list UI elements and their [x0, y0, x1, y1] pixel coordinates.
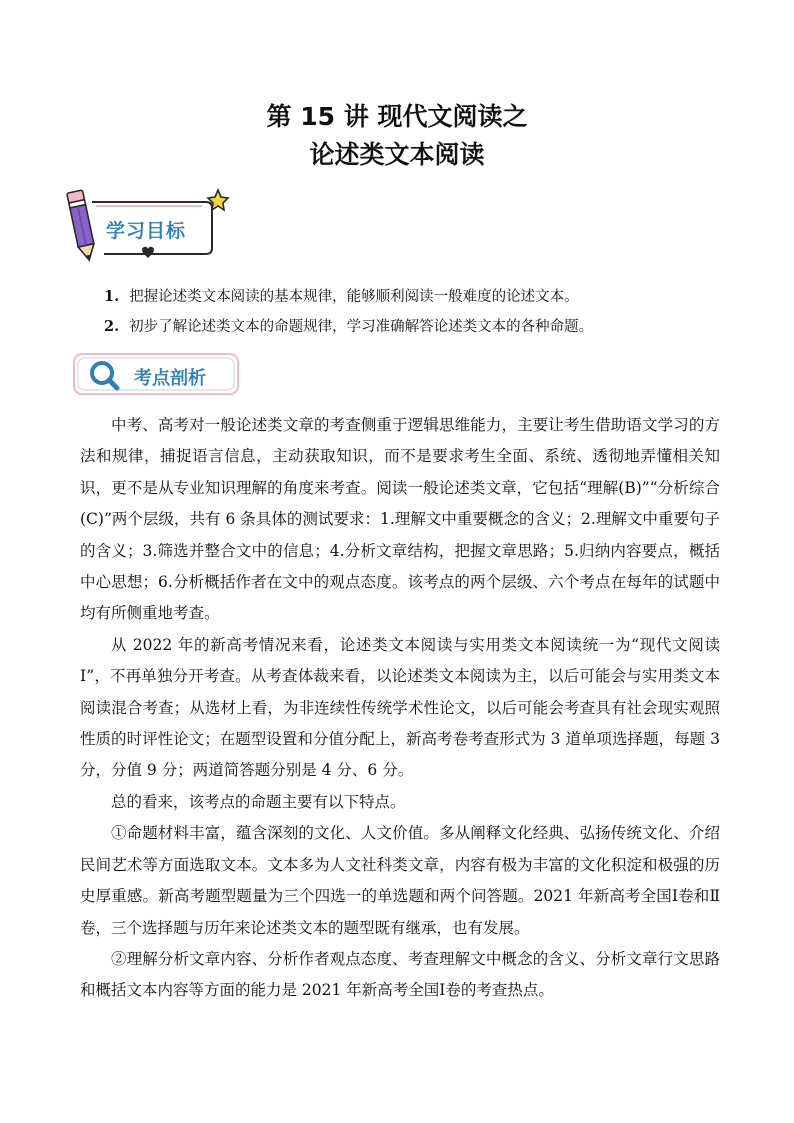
- paragraph: 中考、高考对一般论述类文章的考查侧重于逻辑思维能力，主要让考生借助语文学习的方法和规律，捕捉语言信息，主动获取知识，而不是要求考生全面、系统、透彻地弄懂相关知识，更不是从专业知识理解的角度来考查。阅读一般论述类文章，它包括“理解(B)”“分析综合(C)”两个层级，共有 6 条具体的测试要求：1.理解文中重要概念的含义；2.理解文中重要句子的含义；3.筛选并整合文中的信息；4.分析文章结构，把握文章思路；5.归纳内容要点，概括中心思想；6.分析概括作者在文中的观点态度。该考点的两个层级、六个考点在每年的试题中均有所侧重地考查。: [80, 416, 720, 623]
- exam-analysis-body: [80, 410, 720, 1007]
- goal-number: 1.: [104, 288, 120, 305]
- paragraph: ②理解分析文章内容、分析作者观点态度、考查理解文中概念的含义、分析文章行文思路和概括文本内容等方面的能力是 2021 年新高考全国Ⅰ卷的考查热点。: [80, 949, 720, 1000]
- goal-text: 把握论述类文本阅读的基本规律，能够顺利阅读一般难度的论述文本。: [129, 289, 579, 305]
- learning-goals-banner: [66, 186, 236, 266]
- learning-goals-list: [104, 282, 744, 342]
- goal-item: [104, 312, 744, 342]
- goal-item: [104, 282, 744, 312]
- page-title: [0, 98, 794, 174]
- heart-icon: [142, 247, 154, 258]
- title-line-1: 第 15 讲 现代文阅读之: [266, 102, 528, 131]
- exam-analysis-banner: [72, 350, 242, 398]
- pencil-icon: [67, 190, 97, 262]
- learning-goals-label: 学习目标: [106, 220, 187, 242]
- goal-text: 初步了解论述类文本的命题规律，学习准确解答论述类文本的各种命题。: [129, 319, 594, 335]
- exam-analysis-label: 考点剖析: [134, 368, 206, 389]
- goal-number: 2.: [104, 318, 120, 335]
- paragraph: 总的看来，该考点的命题主要有以下特点。: [111, 792, 406, 811]
- paragraph: 从 2022 年的新高考情况来看，论述类文本阅读与实用类文本阅读统一为“现代文阅读Ⅰ”，不再单独分开考查。从考查体裁来看，以论述类文本阅读为主，以后可能会与实用类文本阅读混合考查；从选材上看，为非连续性传统学术性论文，以后可能会考查具有社会现实观照性质的时评性论文；在题型设置和分值分配上，新高考卷考查形式为 3 道单项选择题，每题 3 分，分值 9 分；两道简答题分别是 4 分、6 分。: [80, 635, 720, 780]
- title-line-2: 论述类文本阅读: [309, 140, 485, 169]
- paragraph: ①命题材料丰富，蕴含深刻的文化、人文价值。多从阐释文化经典、弘扬传统文化、介绍民间艺术等方面选取文本。文本多为人文社科类文章，内容有极为丰富的文化积淀和极强的历史厚重感。新高考题型题量为三个四选一的单选题和两个问答题。2021 年新高考全国Ⅰ卷和Ⅱ卷，三个选择题与历年来论述类文本的题型既有继承，也有发展。: [80, 824, 720, 937]
